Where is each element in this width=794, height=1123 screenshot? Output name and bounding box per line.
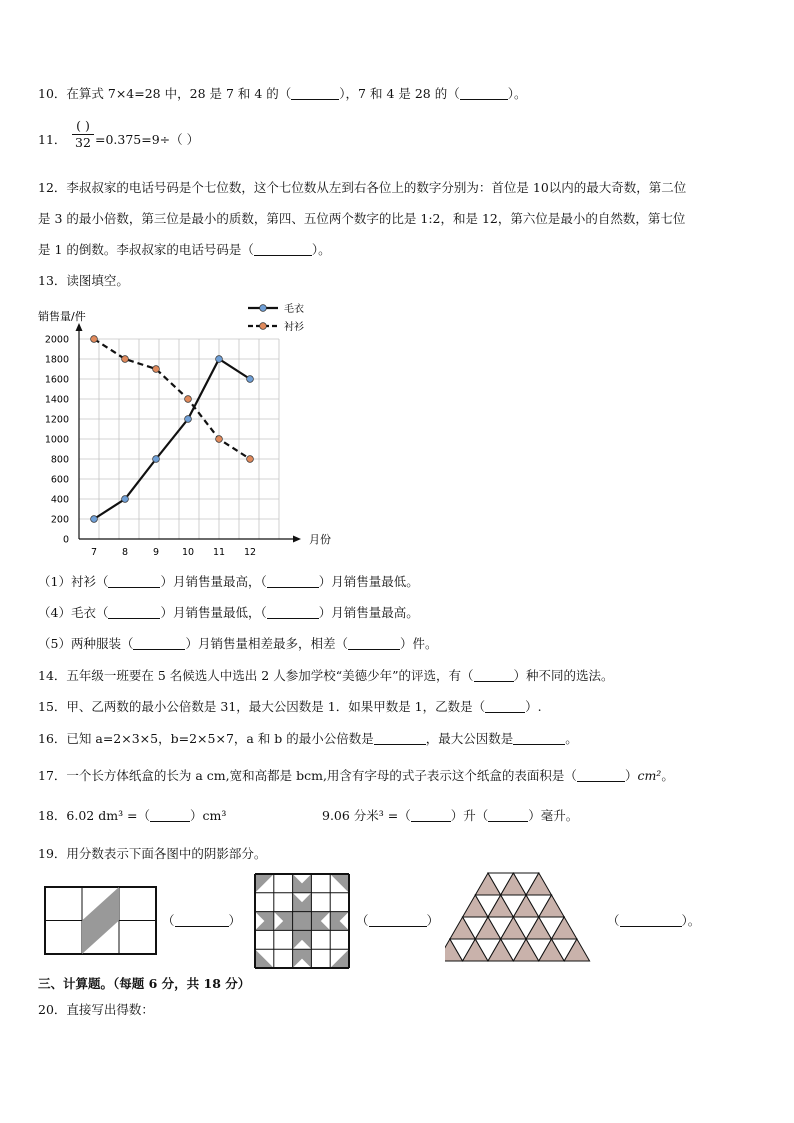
data-point: [153, 456, 160, 463]
fraction-numerator[interactable]: ( ): [76, 118, 90, 133]
question-12-line3: 是 1 的倒数。李叔叔家的电话号码是（ ）。: [38, 242, 331, 257]
data-point: [216, 436, 223, 443]
section-3-title: 三、计算题。（每题 6 分，共 18 分）: [38, 976, 251, 991]
y-tick-label: 800: [50, 454, 69, 466]
question-18a: 18．6.02 dm³ =（ ）cm³: [38, 808, 227, 823]
answer-blank[interactable]: [348, 637, 400, 650]
legend-label: 衬衫: [284, 322, 304, 333]
shaded-square: [293, 912, 312, 931]
question-12-line2: 是 3 的最小倍数，第三位是最小的质数，第四、五位两个数字的比是 1:2，和是 12，第六位是最小的自然数，第七位: [38, 211, 686, 226]
fraction-denominator: 32: [72, 134, 94, 151]
x-tick-label: 12: [243, 547, 257, 558]
data-point: [185, 396, 192, 403]
answer-blank[interactable]: [254, 243, 312, 256]
answer-blank[interactable]: [267, 575, 319, 588]
figure-1-grid: [44, 886, 158, 956]
question-14: 14．五年级一班要在 5 名候选人中选出 2 人参加学校“美德少年”的评选，有（ ）种不同的选法。: [38, 668, 614, 683]
answer-blank[interactable]: [620, 914, 682, 927]
answer-blank[interactable]: [488, 809, 528, 822]
data-point: [247, 376, 254, 383]
y-tick-label: 1600: [44, 374, 69, 386]
data-point: [185, 416, 192, 423]
y-tick-label: 1800: [44, 354, 69, 366]
answer-blank[interactable]: [485, 700, 525, 713]
x-axis-label: 月份: [309, 533, 331, 546]
x-tick-label: 8: [121, 547, 129, 558]
x-tick-label: 7: [90, 547, 98, 558]
question-10: 10．在算式 7×4=28 中，28 是 7 和 4 的（ ），7 和 4 是 28 的（ ）。: [38, 86, 527, 101]
shaded-triangle: [255, 874, 274, 893]
y-tick-label: 600: [50, 474, 69, 486]
answer-blank[interactable]: [411, 809, 451, 822]
figure-3-answer: （ ）。: [607, 913, 701, 928]
data-point: [122, 496, 129, 503]
question-19: 19．用分数表示下面各图中的阴影部分。: [38, 846, 267, 861]
data-point: [216, 356, 223, 363]
answer-blank[interactable]: [175, 914, 229, 927]
legend-marker: [260, 305, 267, 312]
answer-blank[interactable]: [374, 732, 426, 745]
answer-blank[interactable]: [133, 637, 185, 650]
answer-blank[interactable]: [108, 575, 160, 588]
answer-blank[interactable]: [460, 87, 508, 100]
question-16: 16．已知 a=2×3×5，b=2×5×7，a 和 b 的最小公倍数是 ，最大公因数是 。: [38, 731, 578, 746]
question-13: 13．读图填空。: [38, 273, 129, 288]
shaded-triangle: [330, 949, 349, 968]
y-tick-label: 0: [62, 534, 69, 546]
figure-2-answer: （ ）: [356, 913, 440, 928]
data-point: [247, 456, 254, 463]
y-tick-label: 2000: [44, 334, 69, 346]
x-axis-arrow: [293, 536, 301, 543]
question-12-line1: 12．李叔叔家的电话号码是个七位数，这个七位数从左到右各位上的数字分别为：首位是 10以内的最大奇数，第二位: [38, 180, 687, 195]
answer-blank[interactable]: [267, 606, 319, 619]
answer-blank[interactable]: [108, 606, 160, 619]
x-tick-label: 10: [181, 547, 195, 558]
question-15: 15．甲、乙两数的最小公倍数是 31，最大公因数是 1．如果甲数是 1，乙数是（ ）.: [38, 699, 542, 714]
figure-2-grid: [254, 873, 350, 969]
legend-label: 毛衣: [284, 304, 304, 315]
question-13-sub1: （1）衬衫（ ）月销售量最高，（ ）月销售量最低。: [38, 574, 419, 589]
data-point: [122, 356, 129, 363]
data-point: [91, 516, 98, 523]
y-tick-label: 1200: [44, 414, 69, 426]
question-13-sub4: （4）毛衣（ ）月销售量最低，（ ）月销售量最高。: [38, 605, 419, 620]
data-point: [153, 366, 160, 373]
y-axis-label: 销售量/件: [38, 310, 86, 323]
fraction: [72, 118, 94, 151]
question-11: 11．: [38, 132, 67, 147]
figure-1-answer: （ ）: [162, 913, 242, 928]
x-tick-label: 11: [212, 547, 226, 558]
question-20: 20．直接写出得数：: [38, 1002, 154, 1017]
answer-blank[interactable]: [577, 769, 625, 782]
shaded-triangle: [255, 949, 274, 968]
y-tick-label: 1000: [44, 434, 69, 446]
question-17: 17．一个长方体纸盒的长为 a cm,宽和高都是 bcm,用含有字母的式子表示这个纸盒的表面积是（ ）cm²。: [38, 768, 674, 783]
y-tick-label: 1400: [44, 394, 69, 406]
answer-blank[interactable]: [291, 87, 339, 100]
question-11-rest: =0.375=9÷（ ）: [95, 132, 200, 147]
question-18b: 9.06 分米³ =（ ）升（ ）毫升。: [322, 808, 579, 823]
y-tick-label: 400: [50, 494, 69, 506]
figure-3-trapezoid: [445, 871, 601, 963]
data-point: [91, 336, 98, 343]
legend-marker: [260, 323, 267, 330]
x-tick-label: 9: [152, 547, 160, 558]
y-axis-arrow: [76, 323, 83, 331]
answer-blank[interactable]: [513, 732, 565, 745]
answer-blank[interactable]: [369, 914, 427, 927]
y-tick-label: 200: [50, 514, 69, 526]
answer-blank[interactable]: [150, 809, 190, 822]
question-13-sub5: （5）两种服装（ ）月销售量相差最多，相差（ ）件。: [38, 636, 438, 651]
shaded-triangle: [330, 874, 349, 893]
answer-blank[interactable]: [474, 669, 514, 682]
line-chart: [30, 298, 350, 558]
